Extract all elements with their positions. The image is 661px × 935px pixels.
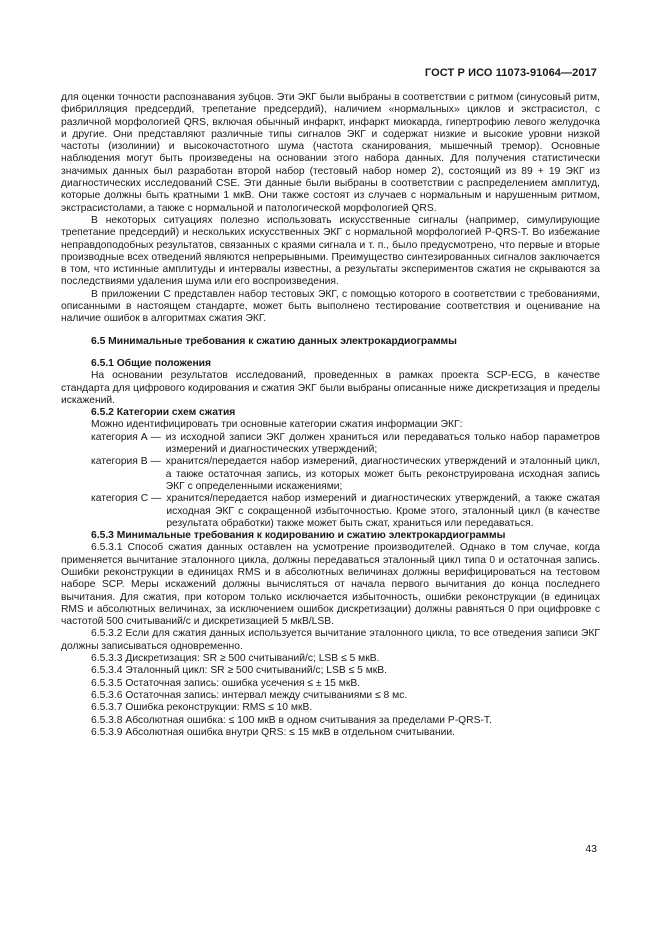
- paragraph-continuation: для оценки точности распознавания зубцов. Эти ЭКГ были выбраны в соответствии с ритмом (синусовый ритм, фибрилляция предсердий, трепетание предсердий), наличием «нормальных» циклов и экстрасистол, с различной морфологией QRS, включая обычный инфаркт, инфаркт миокарда, гипертрофию левого желудочка и другие. Они представляют различные типы сигналов ЭКГ и содержат низкие и высокие уровни низкой частоты (изолинии) и высокочастотного шума (частота сканирования, мышечный тремор). Основные наблюдения могут быть произведены на основании этого набора данных. Для получения статистически значимых данных был разработан второй набор (тестовый набор номер 2), состоящий из 89 + 19 ЭКГ из диагностических исследований CSE. Эти данные были выбраны в соответствии с распределением амплитуд, которые должны быть кратными 1 мкВ. Они также состоят из случаев с нормальным и нарушенным ритмом, экстрасистолами, а также с нормальной и патологической морфологией QRS.: [61, 92, 600, 214]
- category-label: категория В —: [91, 456, 161, 468]
- paragraph-artificial-signals: В некоторых ситуациях полезно использовать искусственные сигналы (например, симулирующие трепетание предсердий) и нескольких искусственных ЭКГ с нормальной морфологией P-QRS-T. Во избежание неправдоподобных результатов, связанных с краями сигнала и т. п., было предусмотрено, что первые и вторые производные всех отведений являются непрерывными. Преимущество синтезированных сигналов заключается в том, что истинные амплитуды и интервалы известны, а результаты экспериментов сжатия не скрываются за последствиями удаления шума или его воспроизведения.: [61, 214, 600, 288]
- category-item-b: [61, 456, 600, 493]
- paragraph-annex-c: В приложении С представлен набор тестовых ЭКГ, с помощью которого в соответствии с требованиями, описанными в настоящем стандарте, может быть выполнено тестирование соответствия и оценивание на наличие ошибок в алгоритмах сжатия ЭКГ.: [61, 288, 600, 325]
- list-item: 6.5.3.3 Дискретизация: SR ≥ 500 считываний/с; LSB ≤ 5 мкВ.: [91, 653, 380, 665]
- subsection-heading-6-5-2: 6.5.2 Категории схем сжатия: [91, 407, 236, 419]
- category-label: категория А —: [91, 431, 161, 443]
- paragraph-6-5-2-intro: Можно идентифицировать три основные категории сжатия информации ЭКГ:: [91, 419, 463, 431]
- category-item-a: [61, 432, 600, 457]
- list-item: 6.5.3.6 Остаточная запись: интервал между считываниями ≤ 8 мс.: [91, 689, 408, 701]
- list-item: 6.5.3.5 Остаточная запись: ошибка усечения ≤ ± 15 мкВ.: [91, 677, 361, 689]
- category-text: хранится/передается набор измерений, диагностических утверждений и эталонный цикл, а также остаточная запись, из которых может быть реконструирована исходная запись ЭКГ с определенными искажениями;: [165, 456, 600, 492]
- paragraph-6-5-3-1: 6.5.3.1 Способ сжатия данных оставлен на усмотрение производителей. Однако в том случае, когда применяется вычитание эталонного цикла, должны передаваться эталонный цикл типа 0 и остаточная запись. Ошибки реконструкции в единицах RMS и в абсолютных величинах должны верифицироваться на тестовом наборе SCP. Меры искажений должны вычисляться от начала первого вычитания до конца последнего вычитания. Для сжатия, при котором только исключается избыточность, ошибки реконструкции (в единицах RMS и абсолютных величинах, за исключением ошибок дискретизации) должны равняться 0 при оцифровке с частотой 500 считываний/с и дискретизацией 5 мкВ/LSB.: [61, 542, 600, 628]
- section-heading-6-5: 6.5 Минимальные требования к сжатию данных электрокардиограммы: [91, 335, 457, 347]
- category-label: категория С —: [91, 493, 162, 505]
- category-text: из исходной записи ЭКГ должен храниться или передаваться только набор параметров измерений и диагностических утверждений;: [165, 431, 600, 456]
- category-item-c: [61, 493, 600, 530]
- paragraph-6-5-1: На основании результатов исследований, проведенных в рамках проекта SCP-ECG, в качестве стандарта для цифрового кодирования и сжатия ЭКГ были выбраны описанные ниже дискретизация и пределы искажений.: [61, 370, 600, 406]
- list-item: 6.5.3.4 Эталонный цикл: SR ≥ 500 считываний/с; LSB ≤ 5 мкВ.: [91, 665, 388, 677]
- list-item: 6.5.3.9 Абсолютная ошибка внутри QRS: ≤ 15 мкВ в отдельном считывании.: [91, 726, 456, 738]
- subsection-heading-6-5-1: 6.5.1 Общие положения: [91, 357, 211, 369]
- subsection-heading-6-5-3: 6.5.3 Минимальные требования к кодированию и сжатию электрокардиограммы: [91, 530, 506, 542]
- paragraph-6-5-3-2: 6.5.3.2 Если для сжатия данных используется вычитание эталонного цикла, то все отведения записи ЭКГ должны записываться одновременно.: [61, 628, 600, 652]
- page-number: 43: [585, 843, 597, 855]
- category-text: хранится/передается набор измерений и диагностических утверждений, а также сжатая исходная ЭКГ с сокращенной избыточностью. Кроме этого, эталонный цикл (в качестве результата обработки) также может быть сжат, храниться или передаваться.: [166, 493, 600, 529]
- list-item: 6.5.3.7 Ошибка реконструкции: RMS ≤ 10 мкВ.: [91, 702, 313, 714]
- document-header: ГОСТ Р ИСО 11073-91064—2017: [424, 67, 597, 79]
- document-body: [61, 92, 600, 739]
- list-item: 6.5.3.8 Абсолютная ошибка: ≤ 100 мкВ в одном считывания за пределами P-QRS-T.: [91, 714, 492, 726]
